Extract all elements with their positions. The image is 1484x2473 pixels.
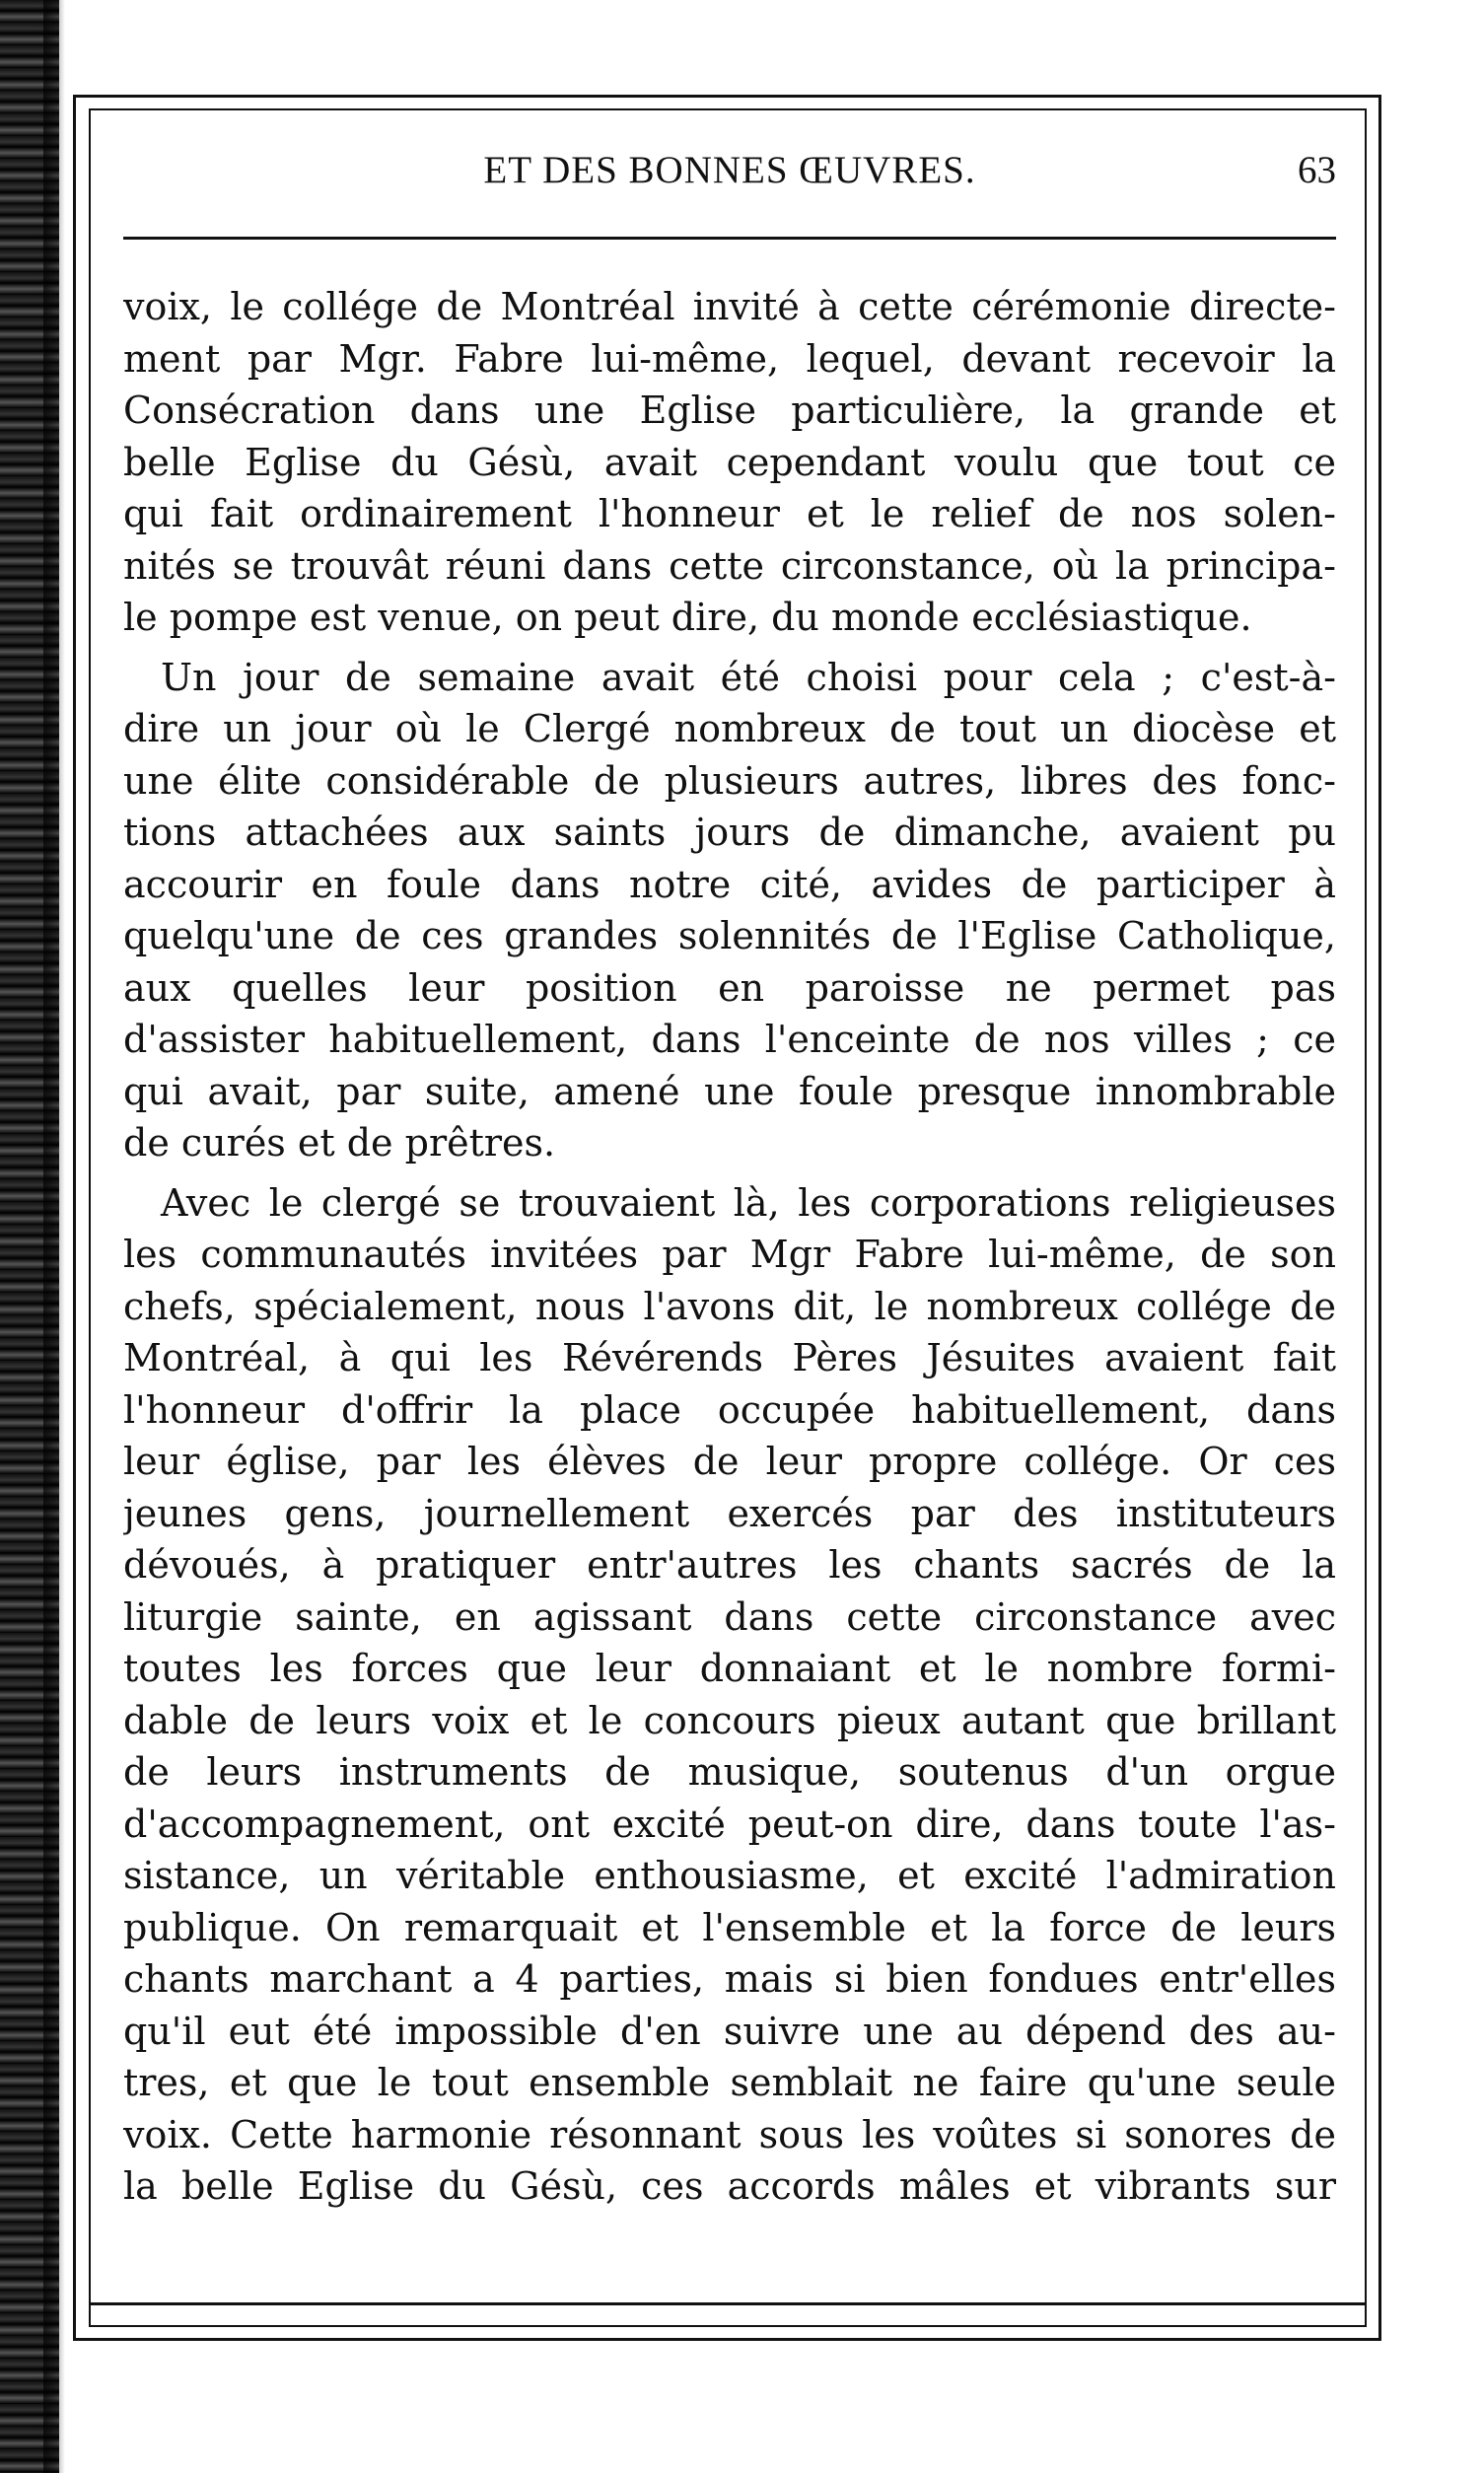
text-line: Avec le clergé se trouvaient là, les corporations religieuses xyxy=(161,1180,1336,1225)
text-line: qu'il eut été impossible d'en suivre une au dépend des au- xyxy=(123,2009,1336,2053)
text-line: chants marchant a 4 parties, mais si bien fondues entr'elles xyxy=(123,1957,1336,2001)
text-line: Consécration dans une Eglise particulière, la grande et xyxy=(123,389,1336,432)
text-line: aux quelles leur position en paroisse ne permet pas xyxy=(123,965,1336,1010)
text-line: Montréal, à qui les Révérends Pères Jésuites avaient fait xyxy=(123,1336,1336,1379)
text-line: toutes les forces que leur donnaiant et le nombre formi- xyxy=(123,1647,1336,1690)
text-line: tions attachées aux saints jours de dimanche, avaient pu xyxy=(123,811,1336,854)
text-line: Un jour de semaine avait été choisi pour cela ; c'est-à- xyxy=(161,655,1336,699)
text-line: de leurs instruments de musique, soutenus d'un orgue xyxy=(123,1750,1336,1794)
text-line: tres, et que le tout ensemble semblait ne faire qu'une seule xyxy=(123,2061,1336,2104)
paragraph-2 xyxy=(123,652,1336,1169)
text-line: dévoués, à pratiquer entr'autres les chants sacrés de la xyxy=(123,1543,1336,1587)
page-number: 63 xyxy=(1298,149,1336,191)
body-text xyxy=(123,281,1336,2213)
text-line: les communautés invitées par Mgr Fabre lui-même, de son xyxy=(123,1233,1336,1276)
text-line: dire un jour où le Clergé nombreux de tout un diocèse et xyxy=(123,707,1336,750)
text-line: dable de leurs voix et le concours pieux autant que brillant xyxy=(123,1698,1336,1742)
text-line: qui avait, par suite, amené une foule presque innombrable xyxy=(123,1069,1336,1113)
scan-edge-shadow xyxy=(43,0,65,2473)
text-line: accourir en foule dans notre cité, avides de participer à xyxy=(123,862,1336,906)
text-line: chefs, spécialement, nous l'avons dit, le nombreux collége de xyxy=(123,1284,1336,1328)
text-line: de curés et de prêtres. xyxy=(123,1121,556,1165)
header-rule xyxy=(123,237,1336,240)
text-line: nités se trouvât réuni dans cette circonstance, où la principa- xyxy=(123,543,1336,588)
text-line: ment par Mgr. Fabre lui-même, lequel, devant recevoir la xyxy=(123,336,1336,381)
text-line: la belle Eglise du Gésù, ces accords mâles et vibrants sur xyxy=(123,2164,1336,2208)
text-line: voix. Cette harmonie résonnant sous les voûtes si sonores de xyxy=(123,2112,1336,2156)
bottom-rule xyxy=(89,2302,1367,2305)
page-header xyxy=(123,148,1336,197)
paragraph-3 xyxy=(123,1177,1336,2213)
text-line: l'honneur d'offrir la place occupée habituellement, dans xyxy=(123,1387,1336,1432)
text-line: leur église, par les élèves de leur propre collége. Or ces xyxy=(123,1440,1336,1483)
text-line: sistance, un véritable enthousiasme, et excité l'admiration xyxy=(123,1854,1336,1897)
text-line: une élite considérable de plusieurs autres, libres des fonc- xyxy=(123,758,1336,803)
text-line: voix, le collége de Montréal invité à cette cérémonie directe- xyxy=(123,285,1336,328)
text-line: d'assister habituellement, dans l'enceinte de nos villes ; ce xyxy=(123,1018,1336,1061)
text-line: belle Eglise du Gésù, avait cependant voulu que tout ce xyxy=(123,440,1336,484)
text-line: le pompe est venue, on peut dire, du monde ecclésiastique. xyxy=(123,596,1252,639)
text-line: d'accompagnement, ont excité peut-on dire, dans toute l'as- xyxy=(123,1802,1336,1846)
text-line: jeunes gens, journellement exercés par des instituteurs xyxy=(123,1491,1336,1535)
running-title: ET DES BONNES ŒUVRES. xyxy=(483,149,976,191)
text-line: liturgie sainte, en agissant dans cette circonstance avec xyxy=(123,1594,1336,1639)
text-line: publique. On remarquait et l'ensemble et la force de leurs xyxy=(123,1905,1336,1949)
text-line: quelqu'une de ces grandes solennités de l'Eglise Catholique, xyxy=(123,914,1336,957)
paragraph-1 xyxy=(123,281,1336,644)
text-line: qui fait ordinairement l'honneur et le relief de nos solen- xyxy=(123,492,1336,535)
